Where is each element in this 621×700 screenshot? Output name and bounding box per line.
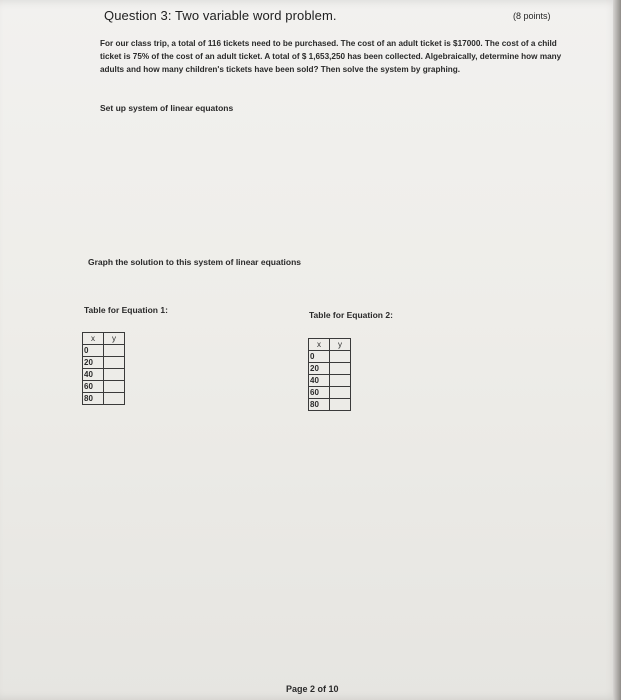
table-header-row (83, 333, 125, 345)
x-cell: 0 (309, 351, 330, 363)
x-cell: 40 (83, 369, 104, 381)
page-edge-shadow (613, 0, 621, 700)
problem-text: For our class trip, a total of 116 tickets need to be purchased. The cost of an adult ticket is $17000. The cost of a child ticket is 75% of the cost of an adult ticket. A total of $ 1,653,250 has been collected. Algebraically, determine how many adults and how many children's tickets have been sold? Then solve the system by graphing. (100, 39, 562, 75)
table-row (309, 351, 351, 363)
x-cell: 80 (309, 399, 330, 411)
y-header: y (330, 339, 351, 351)
y-cell-empty[interactable] (330, 375, 351, 387)
equation-2-table (308, 338, 351, 411)
equation-1-table (82, 332, 125, 405)
x-header: x (83, 333, 104, 345)
x-cell: 40 (309, 375, 330, 387)
setup-instruction: Set up system of linear equatons (100, 103, 234, 113)
y-cell-empty[interactable] (104, 345, 125, 357)
y-cell-empty[interactable] (104, 393, 125, 405)
y-cell-empty[interactable] (330, 363, 351, 375)
x-header: x (309, 339, 330, 351)
table-row (309, 387, 351, 399)
y-cell-empty[interactable] (330, 351, 351, 363)
table-row (309, 399, 351, 411)
y-cell-empty[interactable] (104, 357, 125, 369)
table-1-label: Table for Equation 1: (84, 305, 168, 315)
x-cell: 80 (83, 393, 104, 405)
y-header: y (104, 333, 125, 345)
x-cell: 20 (309, 363, 330, 375)
question-title: Question 3: Two variable word problem. (104, 8, 337, 23)
table-row (83, 381, 125, 393)
x-cell: 60 (309, 387, 330, 399)
table-row (309, 363, 351, 375)
y-cell-empty[interactable] (104, 381, 125, 393)
y-cell-empty[interactable] (104, 369, 125, 381)
table-header-row (309, 339, 351, 351)
page-number: Page 2 of 10 (286, 684, 339, 694)
x-cell: 0 (83, 345, 104, 357)
table-row (83, 345, 125, 357)
table-row (83, 369, 125, 381)
x-cell: 20 (83, 357, 104, 369)
y-cell-empty[interactable] (330, 387, 351, 399)
table-row (83, 393, 125, 405)
table-2-label: Table for Equation 2: (309, 310, 393, 320)
points-label: (8 points) (513, 11, 551, 21)
table-row (309, 375, 351, 387)
y-cell-empty[interactable] (330, 399, 351, 411)
graph-instruction: Graph the solution to this system of linear equations (88, 257, 301, 267)
table-row (83, 357, 125, 369)
x-cell: 60 (83, 381, 104, 393)
